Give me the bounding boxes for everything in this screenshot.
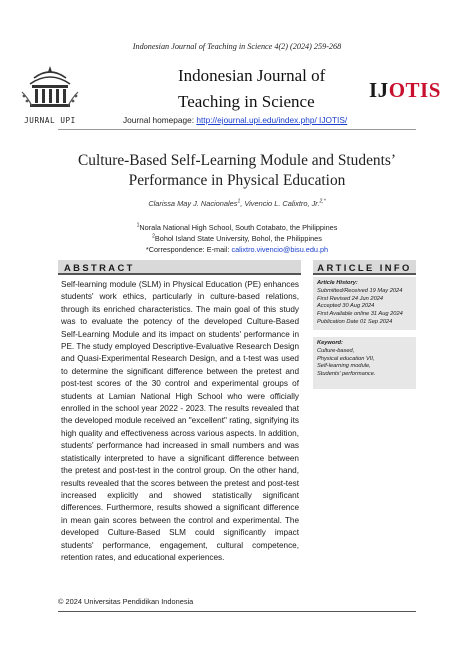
- brand-part1: IJ: [369, 78, 389, 102]
- keyword-item: Students’ performance.: [317, 371, 376, 378]
- author-name: Vivencio L. Calixtro, Jr.: [244, 199, 320, 208]
- keyword-item: Physical education VII,: [317, 355, 375, 362]
- article-title-line1: Culture-Based Self-Learning Module and Students’: [77, 152, 396, 169]
- keyword-item: Self-learning module,: [317, 363, 371, 370]
- affiliation-2: [0, 234, 474, 243]
- correspondence: [0, 245, 474, 254]
- affil-mark: 1: [136, 222, 140, 229]
- header-divider: [58, 129, 416, 130]
- homepage-link[interactable]: http://ejournal.upi.edu/index.php/ IJOTIS/: [196, 115, 348, 125]
- history-item: Accepted 30 Aug 2024: [317, 303, 375, 310]
- journal-brand: [369, 78, 441, 103]
- abstract-text: Self-learning module (SLM) in Physical Education (PE) enhances students' work ethics, particularly in culture-based relations, through its enriched characteristics. The main goal of this study was to evaluate the potency of the developed Culture-Based Self-Learning Module and its impact on students' performance in PE. The study employed Descriptive-Evaluative Research Design and Quasi-Experimental Research Design, and a t-test was used to determine the significant difference between the pretest and post-test scores of the 30 control and experimental groups of students at Lamian National High School who were officially enrolled in the school year 2022 - 2023. The results revealed that the developed module received an "excellent" rating, signifying its high quality and effectiveness across various aspects. In addition, students' performance had increased in small numbers and was statistically interpreted to have a significant difference between the pretest and post-test in the control group. On the other hand, results revealed that the scores between the pretest and post-test increased explicitly and showed statistically significant differences. Furthermore, results showed a significant difference in mean gain scores between the control and experimental. The developed Culture-Based SLM could significantly impact students' performance, engagement, cultural competence, retention rates, and educational experiences.: [61, 280, 299, 562]
- author-affil-mark: 2,*: [319, 198, 326, 205]
- abstract-heading: ABSTRACT: [58, 260, 301, 275]
- affiliation-1: [0, 223, 474, 232]
- brand-part2: OTIS: [388, 78, 441, 102]
- running-head: Indonesian Journal of Teaching in Science 4(2) (2024) 259-268: [132, 42, 342, 51]
- logo-caption: JURNAL UPI: [24, 116, 76, 125]
- affil-text: Norala National High School, South Cotabato, the Philippines: [139, 223, 338, 232]
- article-history-box: [313, 277, 416, 330]
- keywords-box: [313, 337, 416, 389]
- keyword-item: Culture-based,: [317, 347, 355, 354]
- homepage-label: Journal homepage:: [123, 115, 195, 125]
- journal-name-line1: Indonesian Journal of: [178, 66, 326, 85]
- history-item: First Revised 24 Jun 2024: [317, 295, 384, 302]
- author-list: Clarissa May J. Nacionales$^1$, Vivencio L. Calixtro, Jr.$^{2,*}$: [148, 198, 326, 208]
- article-title: [30, 151, 444, 191]
- footer-divider: [58, 611, 416, 612]
- history-item: Submitted/Received 19 May 2024: [317, 287, 403, 294]
- author-name: Clarissa May J. Nacionales: [148, 199, 238, 208]
- article-history-heading: Article History:: [317, 280, 358, 286]
- history-item: First Available online 31 Aug 2024: [317, 311, 403, 318]
- affil-text: Bohol Island State University, Bohol, the Philippines: [154, 234, 322, 243]
- copyright-notice: © 2024 Universitas Pendidikan Indonesia: [58, 597, 194, 606]
- corr-email-link[interactable]: calixtro.vivencio@bisu.edu.ph: [231, 245, 329, 254]
- history-item: Publication Date 01 Sep 2024: [317, 318, 393, 325]
- journal-name-line2: Teaching in Science: [178, 92, 315, 111]
- journal-homepage: [123, 115, 347, 125]
- article-title-line2: Performance in Physical Education: [128, 172, 346, 189]
- article-info-heading: ARTICLE INFO: [313, 260, 416, 275]
- keywords-heading: Keyword:: [317, 340, 343, 346]
- corr-label: *Correspondence: E-mail:: [145, 245, 232, 254]
- affil-mark: 2: [152, 233, 155, 240]
- author-affil-mark: 1: [237, 198, 241, 205]
